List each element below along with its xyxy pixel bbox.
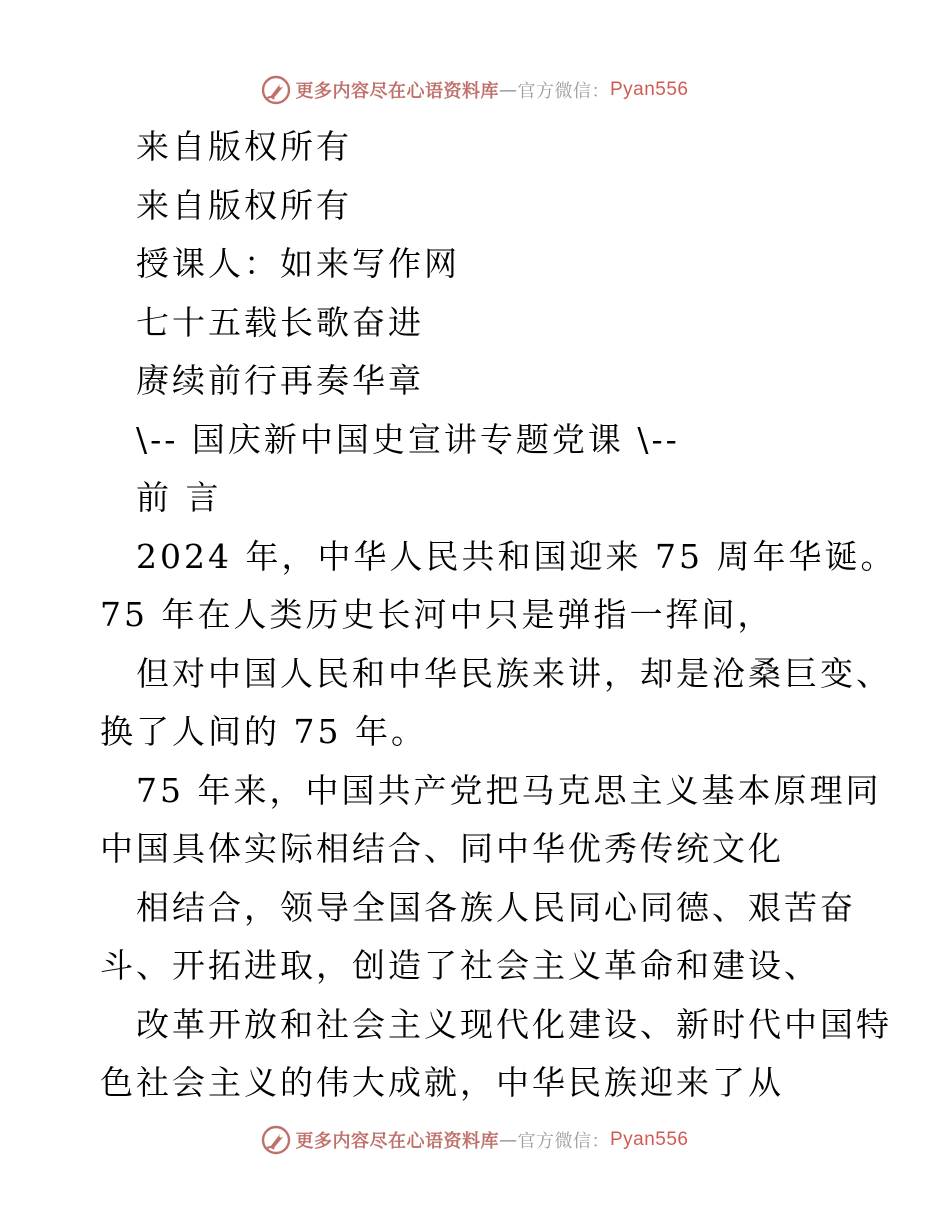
- text-line: 来自版权所有: [136, 127, 352, 166]
- text-line: 75 年来，中国共产党把马克思主义基本原理同: [136, 770, 882, 810]
- fountain-pen-logo-icon: [261, 75, 291, 105]
- text-line: \-- 国庆新中国史宣讲专题党课 \--: [136, 419, 680, 459]
- header-watermark: [0, 70, 950, 110]
- text-line: 中国具体实际相结合、同中华优秀传统文化: [100, 829, 784, 868]
- document-body: [100, 118, 897, 1113]
- text-line: 赓续前行再奏华章: [136, 361, 424, 400]
- text-line: 前 言: [136, 478, 222, 517]
- text-line: 改革开放和社会主义现代化建设、新时代中国特: [136, 1004, 892, 1044]
- watermark-dash: —: [498, 1129, 518, 1151]
- text-line: 换了人间的 75 年。: [100, 712, 427, 751]
- footer-watermark: [0, 1120, 950, 1160]
- text-line: 相结合，领导全国各族人民同心同德、艰苦奋: [136, 887, 856, 927]
- text-line: 但对中国人民和中华民族来讲，却是沧桑巨变、: [136, 653, 892, 693]
- text-line: 授课人：如来写作网: [136, 244, 460, 283]
- text-line: 2024 年，中华人民共和国迎来 75 周年华诞。: [136, 536, 897, 576]
- watermark-site-text: 更多内容尽在心语资料库: [295, 1131, 499, 1152]
- text-line: 斗、开拓进取，创造了社会主义革命和建设、: [100, 946, 820, 985]
- watermark-wechat-label: 官方微信：: [517, 1131, 610, 1152]
- watermark-site-text: 更多内容尽在心语资料库: [295, 81, 499, 102]
- watermark-wechat-id: Pyan556: [609, 1129, 689, 1150]
- text-line: 七十五载长歌奋进: [136, 302, 424, 342]
- fountain-pen-logo-icon: [261, 1125, 291, 1155]
- text-line: 色社会主义的伟大成就，中华民族迎来了从: [100, 1063, 784, 1102]
- watermark-wechat-label: 官方微信：: [517, 81, 610, 102]
- text-line: 75 年在人类历史长河中只是弹指一挥间，: [100, 595, 774, 634]
- text-line: 来自版权所有: [136, 185, 352, 225]
- watermark-wechat-id: Pyan556: [609, 79, 689, 100]
- watermark-dash: —: [498, 79, 518, 101]
